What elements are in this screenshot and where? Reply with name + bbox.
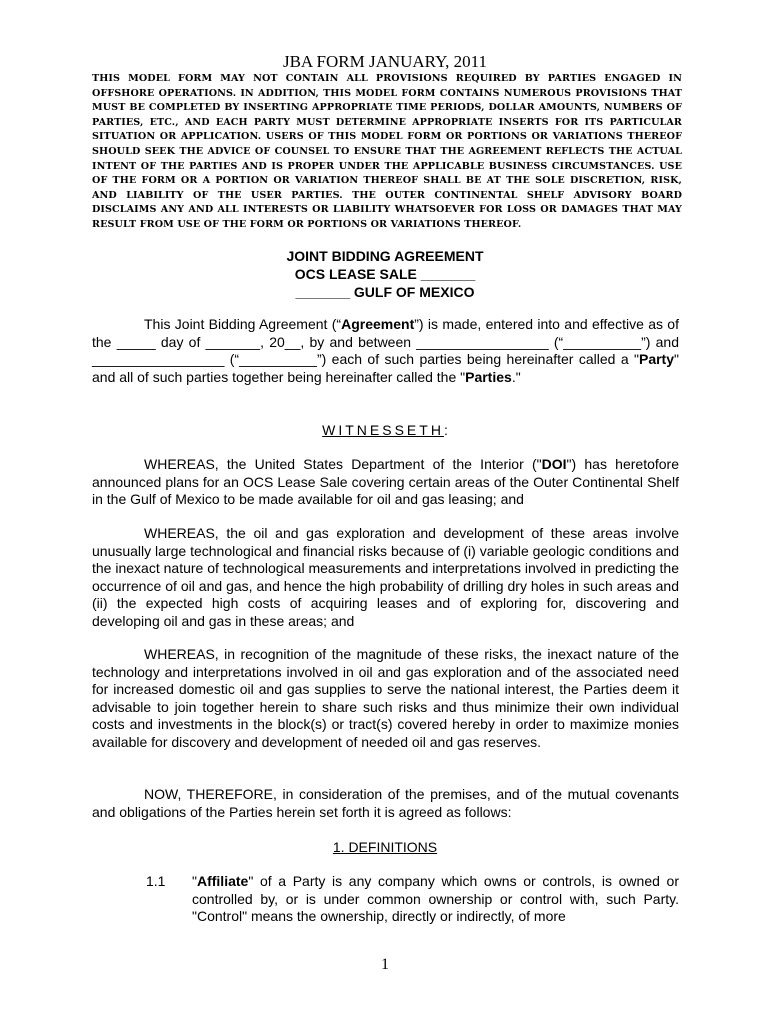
form-title: JBA FORM JANUARY, 2011 (282, 52, 488, 71)
affiliate-definition: "Affiliate" of a Party is any company which owns or controls, is owned or controlled by, or is under common ownership or control with, such Party. "Control" means the ownership, directly or indirectly, of more (192, 873, 679, 925)
disclaimer-paragraph: THIS MODEL FORM MAY NOT CONTAIN ALL PROVISIONS REQUIRED BY PARTIES ENGAGED IN OFFSHORE OPERATIONS. IN ADDITION, THIS MODEL FORM CONTAINS NUMEROUS PROVISIONS THAT MUST BE COMPLETED BY INSERTING APPROPRIATE TIME PERIODS, DOLLAR AMOUNTS, NUMBERS OF PARTIES, ETC., AND EACH PARTY MUST DETERMINE APPROPRIATE INSERTS FOR ITS PARTICULAR SITUATION OR APPLICATION. USERS OF THIS MODEL FORM OR PORTIONS OR VARIATIONS THEREOF SHOULD SEEK THE ADVICE OF COUNSEL TO ENSURE THAT THE AGREEMENT REFLECTS THE ACTUAL INTENT OF THE PARTIES AND IS PROPER UNDER THE APPLICABLE BUSINESS CIRCUMSTANCES. USE OF THE FORM OR A PORTION OR VARIATION THEREOF SHALL BE AT THE SOLE DISCRETION, RISK, AND LIABILITY OF THE USER PARTIES. THE OUTER CONTINENTAL SHELF ADVISORY BOARD DISCLAIMS ANY AND ALL INTERESTS OR LIABILITY WHATSOEVER FOR LOSS OR DAMAGES THAT MAY RESULT FROM USE OF THE FORM OR PORTIONS OR VARIATIONS THEREOF. (92, 73, 682, 230)
lease-sale-line: OCS LEASE SALE _______ (294, 266, 476, 282)
agreement-title: JOINT BIDDING AGREEMENT (286, 248, 484, 264)
doi-term: DOI (541, 456, 567, 472)
whereas-paragraph-1: WHEREAS, the United States Department of the Interior ("DOI") has heretofore announced plans for an OCS Lease Sale covering certain areas of the Outer Continental Shelf in the Gulf of Mexico to be made available for oil and gas leasing; and (92, 456, 679, 508)
intro-paragraph: This Joint Bidding Agreement (“Agreement”) is made, entered into and effective as of the _____ day of _______, 20__, by and between _________________ (“__________”) and _________________ (“__________”) each of such parties being hereinafter called a "Party" and all of such parties together being hereinafter called the "Parties." (92, 316, 679, 385)
item-number: 1.1 (146, 873, 166, 889)
agreement-term: Agreement (341, 316, 415, 332)
affiliate-term: Affiliate (196, 873, 249, 889)
page-number: 1 (381, 956, 389, 973)
now-therefore-paragraph: NOW, THEREFORE, in consideration of the premises, and of the mutual covenants and obligations of the Parties herein set forth it is agreed as follows: (92, 786, 679, 820)
whereas-paragraph-2: WHEREAS, the oil and gas exploration and development of these areas involve unusually large technological and financial risks because of (i) variable geologic conditions and the inexact nature of technological measurements and interpretations involved in predicting the occurrence of oil and gas, and hence the high probability of drilling dry holes in such areas and (ii) the expected high costs of acquiring leases and of exploring for, discovering and developing oil and gas in these areas; and (92, 525, 679, 629)
witnesseth-heading: WITNESSETH: (322, 422, 448, 438)
whereas-paragraph-3: WHEREAS, in recognition of the magnitude of these risks, the inexact nature of the technology and interpretations involved in oil and gas exploration and of the associated need for increased domestic oil and gas supplies to serve the national interest, the Parties deem it advisable to join together herein to share such risks and thus minimize their own individual costs and investments in the block(s) or tract(s) covered hereby in order to maximize monies available for discovery and development of needed oil and gas reserves. (92, 646, 679, 750)
gulf-of-mexico-line: _______ GULF OF MEXICO (295, 284, 475, 300)
parties-term: Parties (465, 368, 512, 385)
party-term: Party (638, 351, 675, 368)
definitions-heading: 1. DEFINITIONS (332, 839, 438, 855)
